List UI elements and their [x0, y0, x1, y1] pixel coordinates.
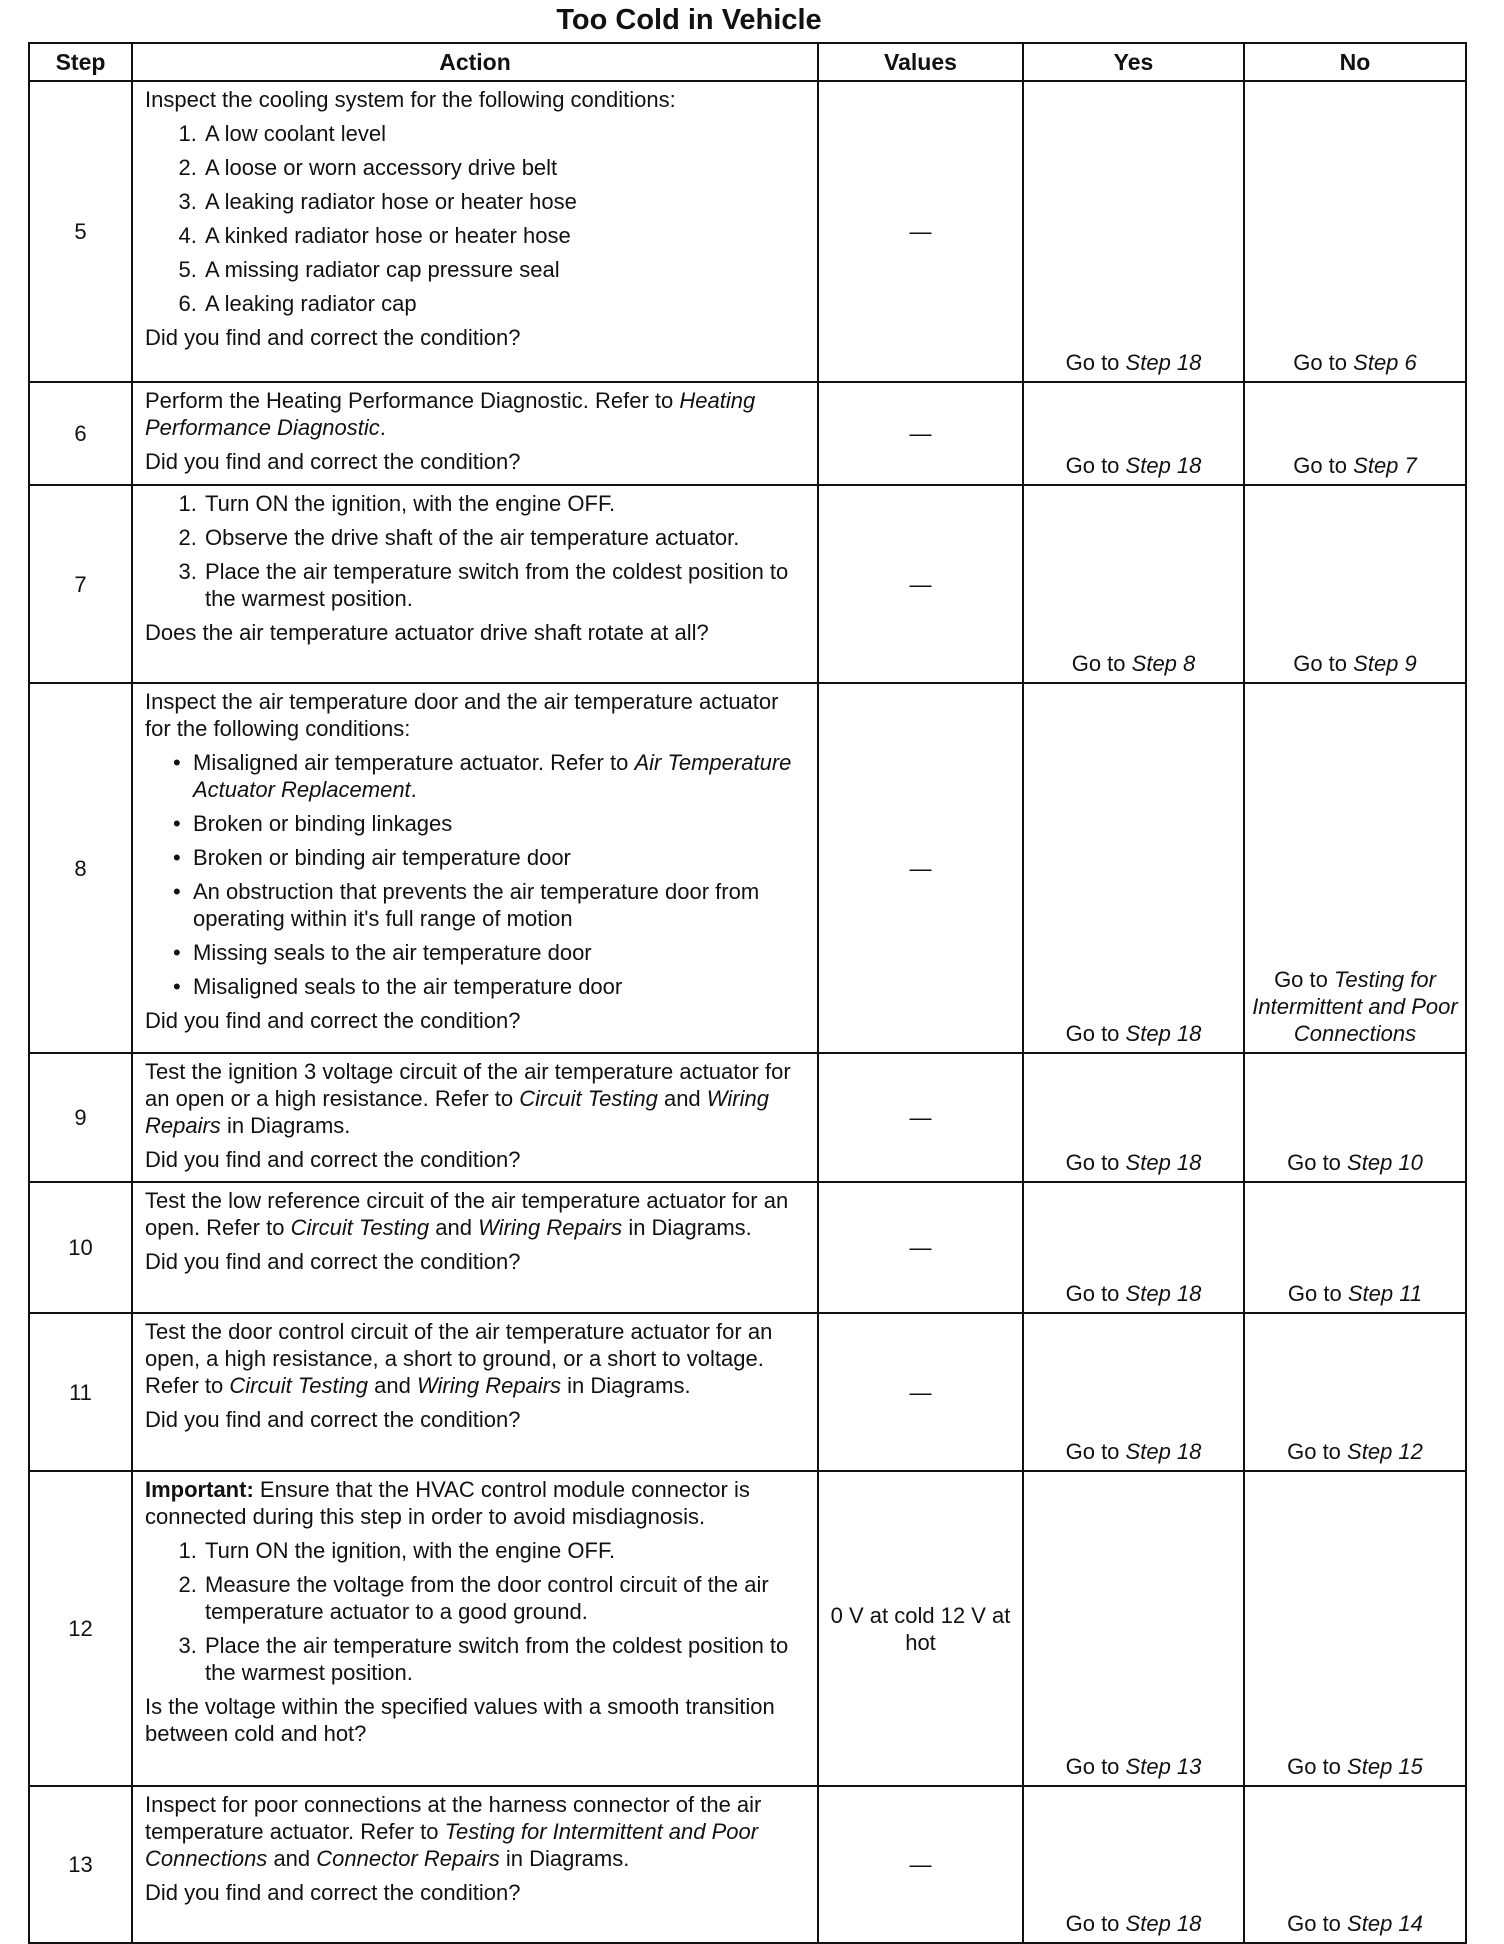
no-cell	[1244, 382, 1466, 485]
step-number: 12	[29, 1471, 132, 1786]
no-target: Testing for Intermittent and Poor Connections	[1252, 967, 1458, 1046]
table-row	[29, 683, 1466, 1053]
yes-target: Step 18	[1125, 1911, 1202, 1936]
list-item: 1. Turn ON the ignition, with the engine OFF.	[203, 490, 807, 517]
ref-2: Wiring Repairs	[416, 1373, 562, 1398]
action-cell	[132, 683, 818, 1053]
yes-cell	[1023, 1182, 1244, 1313]
list-item: 4. A kinked radiator hose or heater hose	[203, 222, 807, 249]
no-prefix: Go to	[1293, 453, 1348, 478]
no-prefix: Go to	[1287, 1754, 1341, 1779]
list-item	[193, 749, 807, 803]
no-prefix: Go to	[1287, 1150, 1341, 1175]
no-target: Step 6	[1353, 350, 1417, 375]
no-prefix: Go to	[1293, 651, 1348, 676]
no-target: Step 10	[1347, 1150, 1423, 1175]
action-cell	[132, 81, 818, 382]
header-values: Values	[818, 43, 1023, 81]
no-target: Step 14	[1347, 1911, 1423, 1936]
table-row	[29, 1053, 1466, 1182]
yes-target: Step 18	[1125, 1150, 1202, 1175]
step-number: 9	[29, 1053, 132, 1182]
table-row	[29, 382, 1466, 485]
header-row	[29, 43, 1466, 81]
table-row	[29, 81, 1466, 382]
list-item: 2. A loose or worn accessory drive belt	[203, 154, 807, 181]
list-item: • Broken or binding linkages	[193, 810, 807, 837]
header-action: Action	[132, 43, 818, 81]
yes-target: Step 18	[1125, 350, 1202, 375]
yes-cell	[1023, 1786, 1244, 1943]
action-text	[145, 1187, 807, 1241]
yes-prefix: Go to	[1071, 651, 1126, 676]
header-step: Step	[29, 43, 132, 81]
value-cell: —	[818, 1053, 1023, 1182]
important-label: Important:	[145, 1477, 254, 1502]
table-row	[29, 1182, 1466, 1313]
yes-cell	[1023, 81, 1244, 382]
action-intro: Inspect the air temperature door and the air temperature actuator for the following conditions:	[145, 689, 779, 741]
value-cell: —	[818, 1182, 1023, 1313]
list-item: 3. Place the air temperature switch from the coldest position to the warmest position.	[203, 1632, 807, 1686]
yes-target: Step 18	[1125, 1021, 1202, 1046]
yes-target: Step 18	[1125, 1439, 1202, 1464]
list-item: • Missing seals to the air temperature door	[193, 939, 807, 966]
yes-cell	[1023, 1313, 1244, 1471]
text-and: and	[663, 1086, 701, 1111]
list-item: 3. A leaking radiator hose or heater hose	[203, 188, 807, 215]
no-prefix: Go to	[1293, 350, 1348, 375]
yes-cell	[1023, 1053, 1244, 1182]
table-row	[29, 1471, 1466, 1786]
list-item: 2. Measure the voltage from the door control circuit of the air temperature actuator to a good ground.	[203, 1571, 807, 1625]
yes-prefix: Go to	[1065, 1021, 1120, 1046]
yes-prefix: Go to	[1065, 1281, 1120, 1306]
no-cell	[1244, 1313, 1466, 1471]
yes-target: Step 13	[1125, 1754, 1202, 1779]
action-question: Did you find and correct the condition?	[145, 449, 521, 474]
list-item: 2. Observe the drive shaft of the air temperature actuator.	[203, 524, 807, 551]
action-cell	[132, 382, 818, 485]
value-cell: —	[818, 1313, 1023, 1471]
yes-prefix: Go to	[1065, 1911, 1120, 1936]
list-item: 1. A low coolant level	[203, 120, 807, 147]
diagnostic-table	[28, 42, 1467, 1944]
yes-cell	[1023, 1471, 1244, 1786]
step-number: 10	[29, 1182, 132, 1313]
no-target: Step 12	[1347, 1439, 1423, 1464]
bullet-end: .	[410, 777, 417, 802]
ref-1: Testing for Intermittent and Poor Connections	[145, 1819, 759, 1871]
ref-2: Connector Repairs	[316, 1846, 500, 1871]
list-item: 1. Turn ON the ignition, with the engine OFF.	[203, 1537, 807, 1564]
value-cell: —	[818, 485, 1023, 683]
bullet-ref: Air Temperature Actuator Replacement	[193, 750, 792, 802]
action-question: Did you find and correct the condition?	[145, 1407, 521, 1432]
step-number: 13	[29, 1786, 132, 1943]
intro-ref: Heating Performance Diagnostic	[145, 388, 756, 440]
important-text: Ensure that the HVAC control module connector is connected during this step in order to avoid misdiagnosis.	[145, 1477, 750, 1529]
yes-prefix: Go to	[1065, 1150, 1120, 1175]
no-cell	[1244, 1786, 1466, 1943]
action-cell	[132, 485, 818, 683]
action-cell	[132, 1786, 818, 1943]
yes-prefix: Go to	[1065, 453, 1120, 478]
text-a: Test the ignition 3 voltage circuit of the air temperature actuator for an open or a high resistance. Refer to	[145, 1059, 791, 1111]
step-number: 8	[29, 683, 132, 1053]
list-item: 3. Place the air temperature switch from the coldest position to the warmest position.	[203, 558, 807, 612]
list-item: 5. A missing radiator cap pressure seal	[203, 256, 807, 283]
action-list	[145, 490, 807, 612]
action-text	[145, 1318, 807, 1399]
no-target: Step 9	[1353, 651, 1417, 676]
text-and: and	[273, 1846, 311, 1871]
action-intro	[145, 387, 807, 441]
text-and: and	[374, 1373, 411, 1398]
action-cell	[132, 1471, 818, 1786]
action-list	[145, 120, 807, 317]
yes-prefix: Go to	[1065, 1439, 1120, 1464]
step-number: 6	[29, 382, 132, 485]
text-end: in Diagrams.	[226, 1113, 351, 1138]
list-item: • Broken or binding air temperature door	[193, 844, 807, 871]
no-cell	[1244, 1053, 1466, 1182]
action-question: Did you find and correct the condition?	[145, 1008, 521, 1033]
header-no: No	[1244, 43, 1466, 81]
no-target: Step 7	[1353, 453, 1417, 478]
header-yes: Yes	[1023, 43, 1244, 81]
action-cell	[132, 1313, 818, 1471]
yes-prefix: Go to	[1065, 1754, 1120, 1779]
table-row	[29, 1313, 1466, 1471]
page-title: Too Cold in Vehicle	[556, 4, 822, 36]
action-list	[145, 1537, 807, 1686]
table-row	[29, 485, 1466, 683]
action-intro: Inspect the cooling system for the following conditions:	[145, 87, 676, 112]
action-question: Did you find and correct the condition?	[145, 325, 521, 350]
list-item: • An obstruction that prevents the air temperature door from operating within it's full range of motion	[193, 878, 807, 932]
list-item: • Misaligned seals to the air temperature door	[193, 973, 807, 1000]
value-cell: —	[818, 382, 1023, 485]
action-text	[145, 1791, 807, 1872]
ref-2: Wiring Repairs	[478, 1215, 623, 1240]
value-cell: —	[818, 683, 1023, 1053]
intro-text: Perform the Heating Performance Diagnostic. Refer to	[145, 388, 674, 413]
text-a: Inspect for poor connections at the harness connector of the air temperature actuator. Refer to	[145, 1792, 762, 1844]
ref-1: Circuit Testing	[519, 1086, 658, 1111]
text-end: in Diagrams.	[628, 1215, 752, 1240]
no-cell	[1244, 485, 1466, 683]
text-and: and	[435, 1215, 472, 1240]
intro-end: .	[379, 415, 386, 440]
no-prefix: Go to	[1287, 1281, 1342, 1306]
no-prefix: Go to	[1287, 1439, 1341, 1464]
yes-target: Step 18	[1125, 1281, 1202, 1306]
action-question: Does the air temperature actuator drive shaft rotate at all?	[145, 620, 709, 645]
table-row	[29, 1786, 1466, 1943]
value-cell: —	[818, 81, 1023, 382]
yes-target: Step 8	[1131, 651, 1196, 676]
action-bullets	[145, 749, 807, 1000]
list-item: 6. A leaking radiator cap	[203, 290, 807, 317]
value-cell: —	[818, 1786, 1023, 1943]
no-cell	[1244, 683, 1466, 1053]
action-question: Did you find and correct the condition?	[145, 1147, 521, 1172]
no-target: Step 11	[1347, 1281, 1423, 1306]
step-number: 7	[29, 485, 132, 683]
step-number: 11	[29, 1313, 132, 1471]
ref-1: Circuit Testing	[290, 1215, 430, 1240]
yes-target: Step 18	[1125, 453, 1202, 478]
no-target: Step 15	[1347, 1754, 1423, 1779]
yes-prefix: Go to	[1065, 350, 1120, 375]
important-note	[145, 1476, 807, 1530]
yes-cell	[1023, 382, 1244, 485]
text-end: in Diagrams.	[567, 1373, 691, 1398]
text-a: Test the door control circuit of the air temperature actuator for an open, a high resistance, a short to ground, or a short to voltage. Refer to	[145, 1319, 773, 1398]
no-cell	[1244, 1471, 1466, 1786]
action-question: Is the voltage within the specified values with a smooth transition between cold and hot?	[145, 1694, 775, 1746]
no-prefix: Go to	[1274, 967, 1328, 992]
bullet-text: Misaligned air temperature actuator. Refer to	[193, 750, 629, 775]
action-question: Did you find and correct the condition?	[145, 1880, 521, 1905]
yes-cell	[1023, 485, 1244, 683]
no-prefix: Go to	[1287, 1911, 1341, 1936]
step-number: 5	[29, 81, 132, 382]
no-cell	[1244, 1182, 1466, 1313]
ref-2: Wiring Repairs	[145, 1086, 769, 1138]
action-cell	[132, 1182, 818, 1313]
action-question: Did you find and correct the condition?	[145, 1249, 521, 1274]
yes-cell	[1023, 683, 1244, 1053]
value-cell: 0 V at cold 12 V at hot	[818, 1471, 1023, 1786]
action-text	[145, 1058, 807, 1139]
no-cell	[1244, 81, 1466, 382]
action-cell	[132, 1053, 818, 1182]
ref-1: Circuit Testing	[229, 1373, 368, 1398]
text-end: in Diagrams.	[505, 1846, 630, 1871]
text-a: Test the low reference circuit of the air temperature actuator for an open. Refer to	[145, 1188, 789, 1240]
